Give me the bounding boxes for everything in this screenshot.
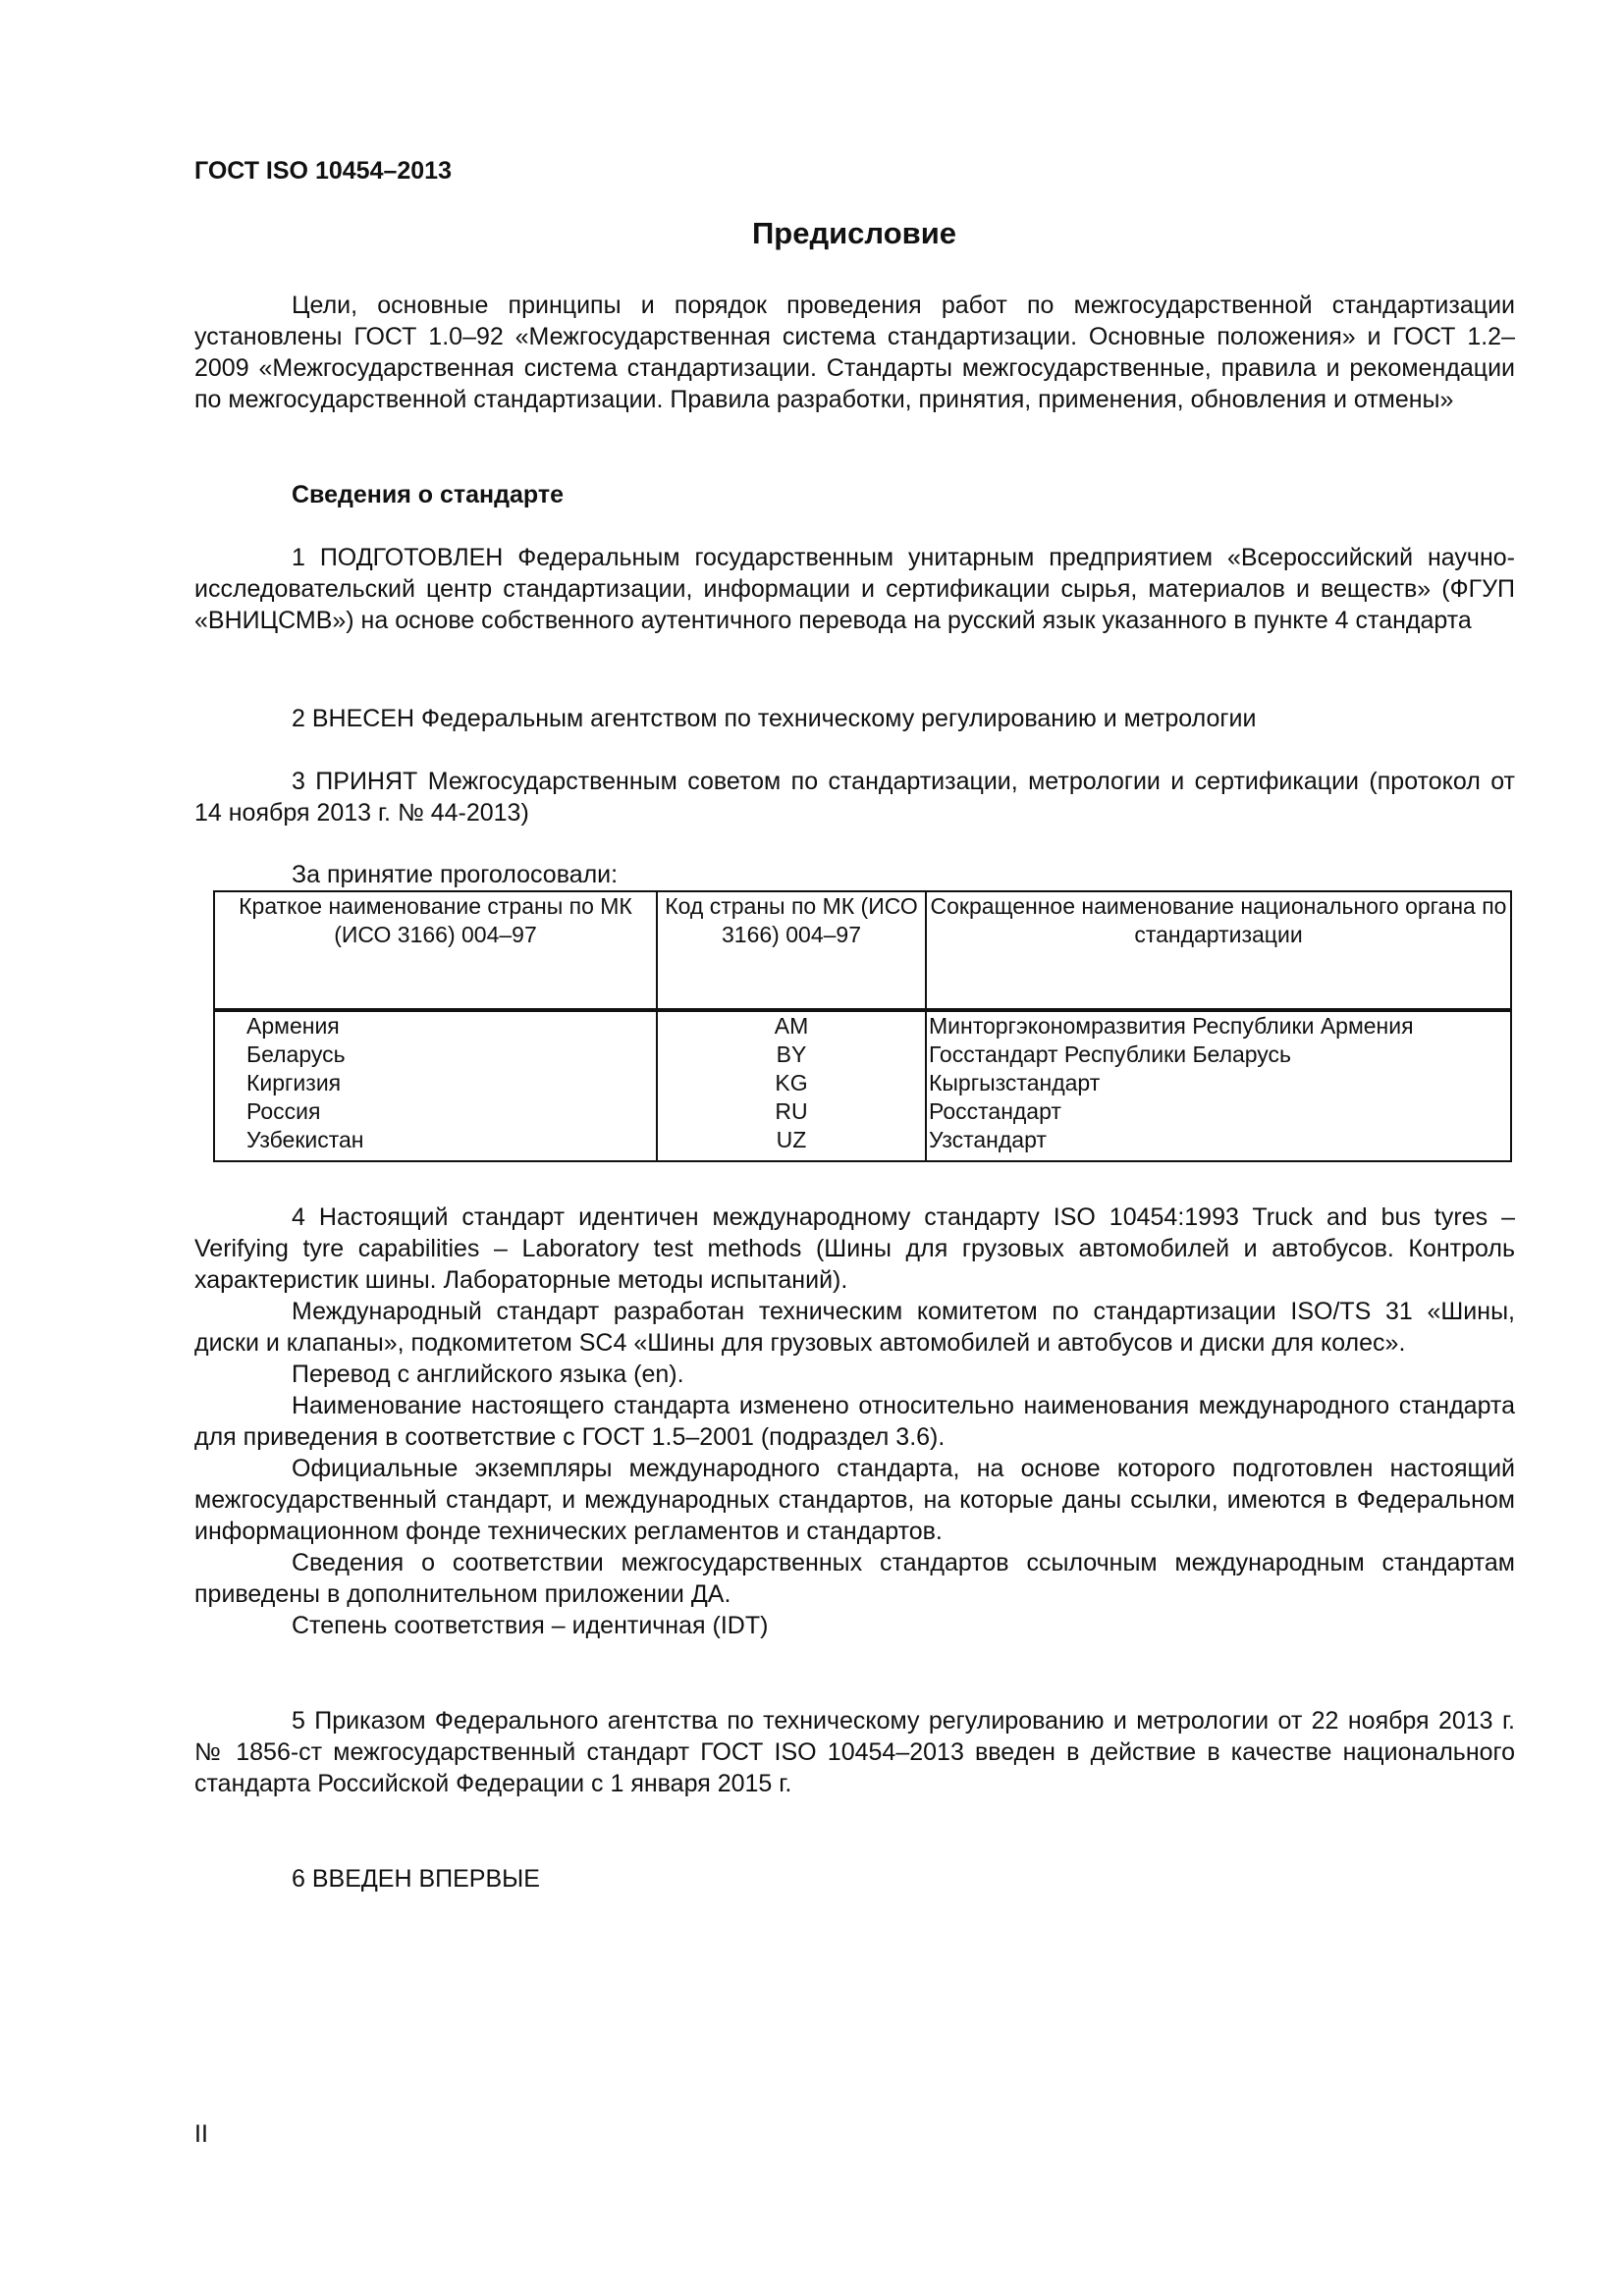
item3-block [194,766,1515,828]
cell-code: BY [657,1041,926,1069]
table-row [214,1041,1511,1069]
item2-paragraph: 2 ВНЕСЕН Федеральным агентством по техническому регулированию и метрологии [292,705,1257,732]
table-row [214,1097,1511,1126]
item4-paragraph: Международный стандарт разработан техническим комитетом по стандартизации ISO/TS 31 «Шины, диски и клапаны», подкомитетом SC4 «Шины для грузовых автомобилей и автобусов и диски для колес». [194,1298,1515,1357]
item5-paragraph: 5 Приказом Федерального агентства по техническому регулированию и метрологии от 22 ноября 2013 г. № 1856-ст межгосударственный стандарт ГОСТ ISO 10454–2013 введен в действие в качестве национального стандарта Российской Федерации с 1 января 2015 г. [194,1707,1515,1797]
cell-country: Узбекистан [214,1126,657,1161]
cell-body: Росстандарт [926,1097,1511,1126]
item4-paragraph: Наименование настоящего стандарта изменено относительно наименования международного стандарта для приведения в соответствие с ГОСТ 1.5–2001 (подраздел 3.6). [194,1392,1515,1451]
cell-body: Узстандарт [926,1126,1511,1161]
cell-body: Кыргызстандарт [926,1069,1511,1097]
item3-paragraph: 3 ПРИНЯТ Межгосударственным советом по стандартизации, метрологии и сертификации (протокол от 14 ноября 2013 г. № 44-2013) [194,768,1515,827]
item4-paragraph: Сведения о соответствии межгосударственных стандартов ссылочным международным стандартам приведены в дополнительном приложении ДА. [194,1549,1515,1608]
item6-paragraph: 6 ВВЕДЕН ВПЕРВЫЕ [292,1865,540,1893]
header-country-name: Краткое наименование страны по МК (ИСО 3166) 004–97 [214,891,657,1010]
header-national-body: Сокращенное наименование национального органа по стандартизации [926,891,1511,1010]
cell-country: Армения [214,1010,657,1041]
votes-table [213,890,1512,1162]
table-row [214,1010,1511,1041]
intro-paragraph: Цели, основные принципы и порядок проведения работ по межгосударственной стандартизации установлены ГОСТ 1.0–92 «Межгосударственная система стандартизации. Основные положения» и ГОСТ 1.2–2009 «Межгосударственная система стандартизации. Стандарты межгосударственные, правила и рекомендации по межгосударственной стандартизации. Правила разработки, принятия, применения, обновления и отмены» [194,292,1515,413]
cell-code: UZ [657,1126,926,1161]
cell-code: AM [657,1010,926,1041]
cell-country: Россия [214,1097,657,1126]
header-country-code: Код страны по МК (ИСО 3166) 004–97 [657,891,926,1010]
item5-block [194,1705,1515,1799]
cell-country: Киргизия [214,1069,657,1097]
table-row [214,1069,1511,1097]
page-number: II [194,2120,208,2148]
item1-paragraph: 1 ПОДГОТОВЛЕН Федеральным государственным унитарным предприятием «Всероссийский научно-исследовательский центр стандартизации, информации и сертификации сырья, материалов и веществ» (ФГУП «ВНИЦСМВ») на основе собственного аутентичного перевода на русский язык указанного в пункте 4 стандарта [194,544,1515,634]
vote-caption: За принятие проголосовали: [292,861,619,888]
item4-paragraph: Степень соответствия – идентичная (IDT) [292,1612,769,1639]
document-id-header: ГОСТ ISO 10454–2013 [194,157,452,185]
cell-code: KG [657,1069,926,1097]
votes-table-header-row [214,891,1511,1010]
section-title: Предисловие [751,216,956,250]
item4-block [194,1201,1515,1641]
item4-paragraph: 4 Настоящий стандарт идентичен международному стандарту ISO 10454:1993 Truck and bus tyres – Verifying tyre capabilities – Laboratory test methods (Шины для грузовых автомобилей и автобусов. Контроль характеристик шины. Лабораторные методы испытаний). [194,1203,1515,1294]
item4-paragraph: Официальные экземпляры международного стандарта, на основе которого подготовлен настоящий межгосударственный стандарт, и международных стандартов, на которые даны ссылки, имеются в Федеральном информационном фонде технических регламентов и стандартов. [194,1455,1515,1545]
cell-body: Госстандарт Республики Беларусь [926,1041,1511,1069]
table-row [214,1126,1511,1161]
item1-block [194,542,1515,636]
intro-block [194,290,1515,415]
cell-country: Беларусь [214,1041,657,1069]
cell-body: Минторгэкономразвития Республики Армения [926,1010,1511,1041]
cell-code: RU [657,1097,926,1126]
info-heading: Сведения о стандарте [292,481,565,508]
item4-paragraph: Перевод с английского языка (en). [292,1361,684,1388]
